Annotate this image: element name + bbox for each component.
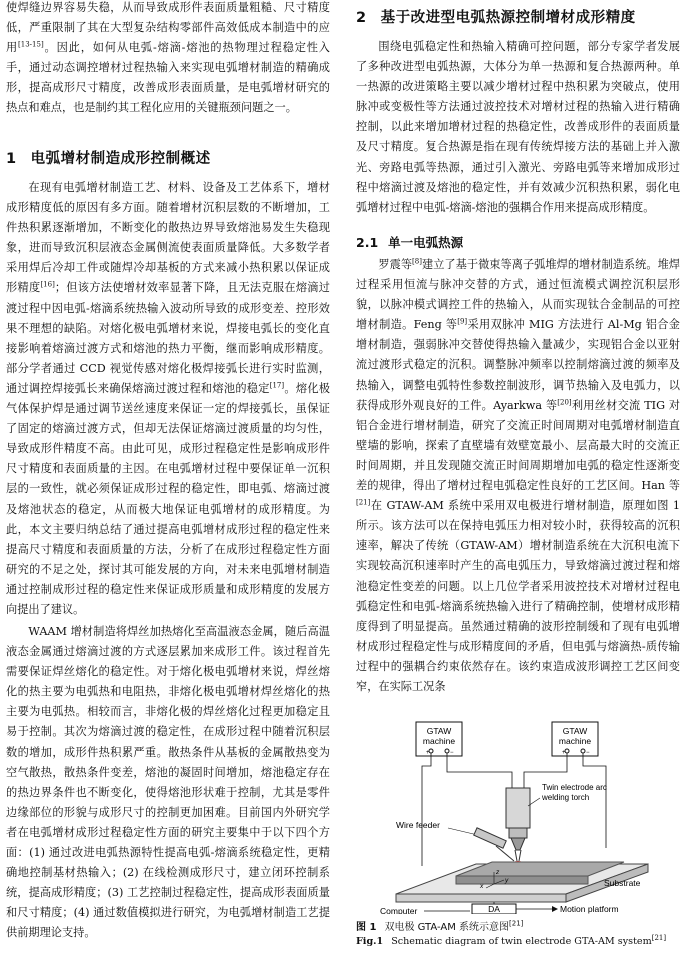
- svg-text:machine: machine: [422, 736, 456, 746]
- subsection-2-1-paragraph: 罗震等[8]建立了基于微束等离子弧堆焊的增材制造系统。堆焊过程采用恒流与脉冲交替的方式，通过恒流模式调控沉积层形貌，以脉冲模式调控工件的热输入，从而实现钛合金制品的可控增材制造。Feng 等[9]采用双脉冲 MIG 方法进行 Al-Mg 铝合金增材制造，强弱脉冲交替使得热输入量减少，实现铝合金以亚射流过渡形式稳定的沉积。调整脉冲频率以控制熔滴过渡的频率及热输入，调整电弧特性参数控制波形，调节热输入及电弧力，以获得成形外观良好的工件。Ayarkwa 等[20]利用丝材交流 TIG 对铝合金进行增材制造，研究了交流正时间周期对电弧增材制造直壁墙的影响，探索了直壁墙有效壁宽最小、层高最大时的交流正时间周期，并且发现随交流正时间周期增加电弧的稳定性逐渐变差的规律，得出了增材过程电弧稳定性良好的工艺区间。Han 等[21]在 GTAW-AM 系统中采用双电极进行增材制造，原理如图 1 所示。该方法可以在保持电弧压力相对较小时，获得较高的沉积速率，解决了传统（GTAW-AM）增材制造系统在大沉积电流下实现较高沉积速率时产生的高电弧压力，导致熔滴过渡过程和熔池稳定性变差的问题。以上几位学者采用波控技术对增材过程电弧稳定性和电弧-熔滴系统热输入进行了精确控制，使增材成形精度得到了明显提高。虽然通过精确的波形控制缓和了现有电弧增材成形过程稳定性与成形精度间的矛盾，但电弧与熔滴热-质传输过程中的强耦合约束依然存在。该约束造成波形调控工艺区间变窄，在实际工况条: [356, 257, 680, 693]
- figure-caption-cn: 图 1 双电极 GTA-AM 系统示意图[21]: [356, 919, 524, 933]
- citation[interactable]: [17]: [269, 381, 285, 390]
- wire-feeder: [396, 820, 514, 861]
- section-2-heading: 2 基于改进型电弧热源控制增材成形精度: [356, 10, 636, 26]
- figure-1-diagram: [356, 716, 680, 914]
- citation[interactable]: [21]: [356, 498, 371, 507]
- intro-paragraph: 使焊缝边界容易失稳，从而导致成形件表面质量粗糙、尺寸精度低，严重限制了其在大型复杂结构零部件高效低成本制造中的应用[13-15]。因此，如何从电弧-熔滴-熔池的热物理过程稳定性入手，通过动态调控增材过程热输入来实现电弧增材制造的精确成形，提高成形尺寸精度，改善成形表面质量，是电弧增材研究的热点和难点，也是制约其工程化应用的关键瓶颈问题之一。: [6, 1, 330, 115]
- svg-text:Twin electrode arc: Twin electrode arc: [542, 783, 607, 792]
- svg-text:Computer: Computer: [380, 906, 418, 914]
- svg-text:+: +: [426, 750, 430, 756]
- citation[interactable]: [8]: [412, 257, 422, 266]
- svg-text:GTAW: GTAW: [562, 726, 588, 736]
- gtaw-machine-left: [416, 722, 462, 756]
- svg-text:+: +: [562, 750, 566, 756]
- svg-text:x: x: [480, 883, 484, 890]
- control-chain: [380, 902, 619, 914]
- figure-1: [356, 716, 680, 914]
- svg-text:GTAW: GTAW: [426, 726, 452, 736]
- welding-torch: [506, 788, 530, 867]
- figure-caption-en: Fig.1 Schematic diagram of twin electrode GTA-AM system[21]: [356, 933, 667, 947]
- section-2-paragraph-1: 围绕电弧稳定性和热输入精确可控问题，部分专家学者发展了多种改进型电弧热源，大体分为单一热源和复合热源两种。单一热源的改进策略主要以减少增材过程中热积累为突破点，使用脉冲或变极性等方法通过波控技术对增材过程的热输入进行精确控制，以此来增加增材过程的热稳定性，改善成形件的表面质量及尺寸精度。复合热源是指在现有传统焊接方法的基础上并入激光、旁路电弧等热源，通过引入激光、旁路电弧等来增加成形过程中熔滴过渡及熔池的稳定性，并有效减少沉积热积累，弱化电弧增材过程中电弧-熔滴-熔池的强耦合作用来提高成形精度。: [356, 40, 680, 214]
- svg-text:−: −: [450, 750, 454, 756]
- gtaw-machine-right: [552, 722, 598, 756]
- svg-text:DA: DA: [488, 904, 500, 914]
- subsection-2-1-heading: 2.1 单一电弧热源: [356, 235, 464, 250]
- citation[interactable]: [20]: [557, 397, 572, 406]
- section-1-heading: 1 电弧增材制造成形控制概述: [6, 151, 211, 167]
- svg-text:Motion platform: Motion platform: [560, 904, 619, 914]
- svg-text:welding torch: welding torch: [542, 793, 590, 802]
- svg-text:−: −: [586, 750, 590, 756]
- svg-text:Substrate: Substrate: [604, 878, 641, 888]
- citation[interactable]: [16]: [40, 280, 55, 289]
- svg-text:Wire feeder: Wire feeder: [396, 820, 440, 830]
- svg-text:y: y: [505, 877, 509, 884]
- citation[interactable]: [9]: [457, 317, 468, 326]
- svg-text:z: z: [496, 869, 500, 876]
- section-1-paragraph-2: WAAM 增材制造将焊丝加热熔化至高温液态金属，随后高温液态金属通过熔滴过渡的方式逐层累加来成形工件。该过程首先需要保证焊丝熔化的稳定性。对于熔化极电弧增材来说，焊丝熔化的热主要为电弧热和电阻热，非熔化极电弧增材焊丝熔化的热主要为电弧热。相较而言，非熔化极的焊丝熔化过程更加稳定且易于控制。其次为熔滴过渡的稳定性，在成形过程中随着沉积层数的增加，成形件热积累严重。散热条件从基板的金属散热变为空气散热，散热条件变差，熔池的凝固时间增加，熔池稳定存在的热边界条件也不断变化，使得熔池形状难于控制，尤其是零件边缘部位的形貌与成形尺寸的控制更加困难。目前国内外研究学者在电弧增材成形过程稳定性方面的研究主要集中于以下四个方面：(1) 通过改进电弧热源特性提高电弧-熔滴系统稳定性，更精确地控制基材热输入；(2) 在线检测成形尺寸，建立闭环控制系统，提高成形精度；(3) 工艺控制过程稳定性，提高成形表面质量和尺寸精度；(4) 通过数值模拟进行研究，为电弧增材制造工艺提供前期理论支持。: [6, 625, 330, 940]
- citation[interactable]: [13-15]: [18, 40, 44, 49]
- svg-text:machine: machine: [558, 736, 592, 746]
- section-1-paragraph-1: 在现有电弧增材制造工艺、材料、设备及工艺体系下，增材成形精度低的原因有多方面。随着增材沉积层数的不断增加，工件热积累逐渐增加，不断变化的散热边界导致熔池易发生失稳现象，进而导致沉积层液态金属侧流使表面质量降低。大多数学者采用焊后冷却工件或随焊冷却基板的方式来减小热积累以保证成形精度[16]；但该方法使增材效率显著下降，且无法克服在熔滴过渡过程中因电弧-熔滴系统热输入波动所导致的成形变差、控形效果不理想的缺陷。对熔化极电弧增材来说，焊接电弧长的变化直接影响着熔滴过渡方式和熔池的热力平衡，继而影响成形精度。部分学者通过 CCD 视觉传感对熔化极焊接弧长进行实时监测，通过调控焊接弧长来确保熔滴过渡过程和熔池的稳定[17]。熔化极气体保护焊是通过调节送丝速度来保证一定的焊接弧长，虽保证了固定的熔滴过渡方式，但却无法保证熔滴过渡质量的均匀性，导致成形件精度不高。由此可见，成形过程稳定性是影响成形件尺寸精度和表面质量的主因。在电弧增材过程中要保证单一沉积层的一致性，就必须保证成形过程的稳定性，即电弧、熔滴过渡及熔池状态的稳定，从而极大地保证电弧增材的成形精度。为此，本文主要归纳总结了通过提高电弧增材成形过程的稳定性来提高尺寸精度和表面质量的方法，分析了在成形过程稳定性方面研究的不足之处，探讨其可能发展的方向，对未来电弧增材制造通过控制成形过程的稳定性来保证成形质量和成形精度的发展方向提出了建议。: [6, 181, 330, 616]
